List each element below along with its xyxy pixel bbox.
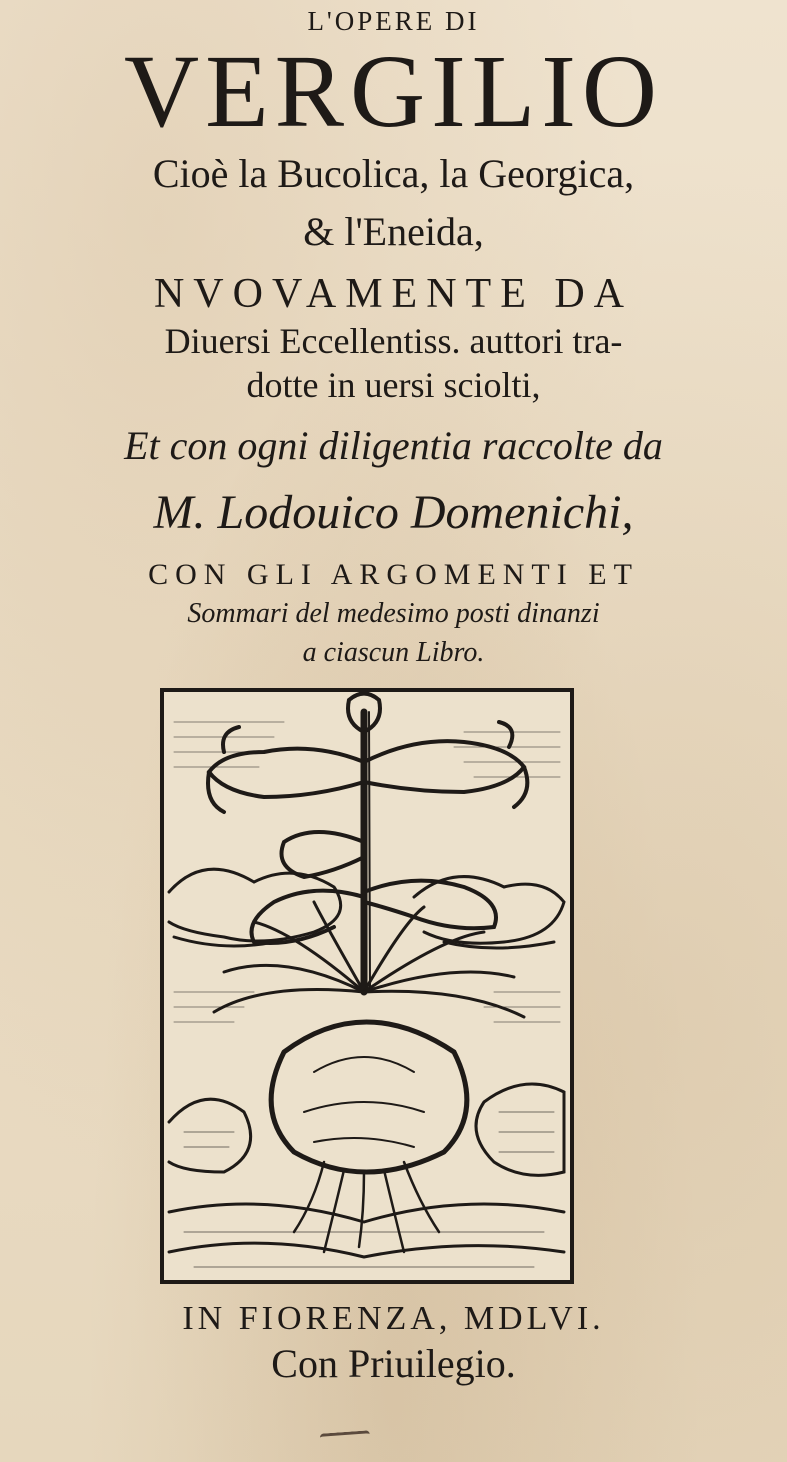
heading-opere: L'OPERE DI (307, 6, 480, 36)
nuovamente-line: NVOVAMENTE DA (153, 271, 634, 317)
editor-name: M. Lodouico Domenichi, (153, 486, 634, 539)
imprint-line: IN FIORENZA, MDLVI. (182, 1300, 605, 1337)
contents-line: Cioè la Bucolica, la Georgica, (152, 151, 635, 196)
privilege-line: Con Priuilegio. (271, 1341, 516, 1386)
argomenti-line: CON GLI ARGOMENTI ET (148, 558, 639, 591)
translators-line-2: dotte in uersi sciolti, (246, 365, 541, 405)
author-name: VERGILIO (123, 34, 663, 149)
translators-line: Diuersi Eccellentiss. auttori tra- (164, 321, 623, 361)
sommari-line-2: a ciascun Libro. (302, 637, 485, 668)
contents-line-2: & l'Eneida, (303, 209, 484, 254)
ink-mark (320, 1430, 371, 1444)
woodcut-lily-illustration (160, 688, 574, 1284)
sommari-line: Sommari del medesimo posti dinanzi (187, 598, 600, 629)
editor-intro: Et con ogni diligentia raccolte da (124, 423, 663, 468)
lily-plant-icon (164, 692, 570, 1280)
